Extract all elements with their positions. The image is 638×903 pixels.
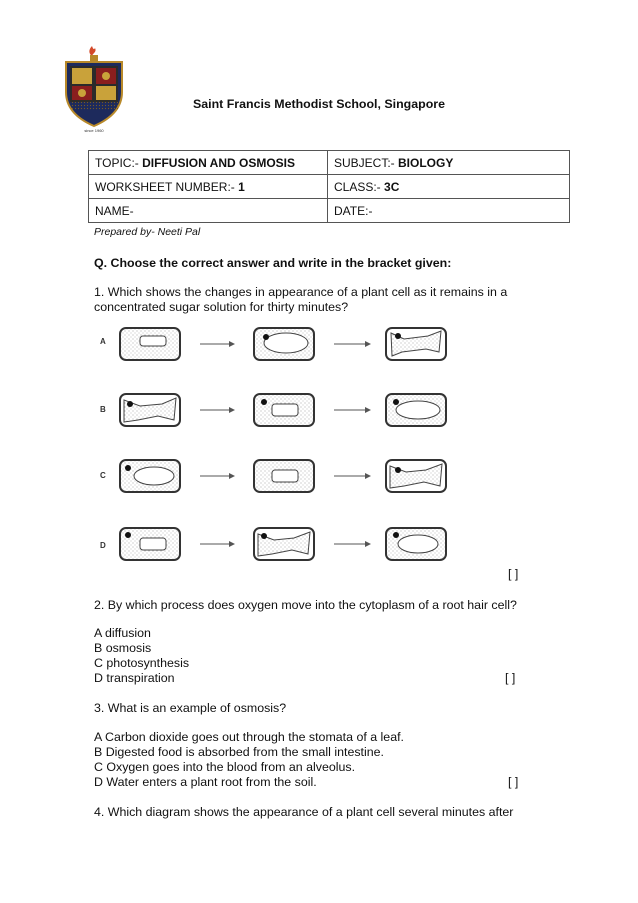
school-name: Saint Francis Methodist School, Singapore: [193, 97, 445, 111]
class-cell: CLASS:- 3C: [328, 175, 570, 199]
row-c: [100, 460, 446, 492]
school-logo: [62, 44, 126, 134]
row-b: [100, 394, 446, 426]
q1-line1: 1. Which shows the changes in appearance of a plant cell as it remains in a: [94, 285, 508, 299]
svg-text:D: D: [100, 541, 106, 550]
worksheet-info-table: [88, 150, 570, 223]
q2-option-c: C photosynthesis: [94, 656, 190, 670]
worksheet-number-cell: WORKSHEET NUMBER:- 1: [89, 175, 328, 199]
q2-option-a: A diffusion: [94, 626, 151, 640]
row-a: [100, 328, 446, 360]
q3-option-d: D Water enters a plant root from the soil.: [94, 775, 317, 789]
q4-question: 4. Which diagram shows the appearance of a plant cell several minutes after: [94, 805, 514, 819]
q2-answer-bracket[interactable]: [ ]: [505, 671, 516, 685]
q1-answer-bracket[interactable]: [ ]: [508, 567, 519, 581]
q3-answer-bracket[interactable]: [ ]: [508, 775, 519, 789]
q3-option-a: A Carbon dioxide goes out through the stomata of a leaf.: [94, 730, 404, 744]
q1-cell-diagrams: [96, 322, 476, 562]
q2-option-b: B osmosis: [94, 641, 152, 655]
date-cell: DATE:-: [328, 199, 570, 223]
prepared-by: Prepared by- Neeti Pal: [94, 226, 201, 238]
name-cell: NAME-: [89, 199, 328, 223]
q2-option-d: D transpiration: [94, 671, 175, 685]
instruction-heading: Q. Choose the correct answer and write in the bracket given:: [94, 256, 452, 270]
q3-question: 3. What is an example of osmosis?: [94, 701, 287, 715]
q1-line2: concentrated sugar solution for thirty minutes?: [94, 300, 349, 314]
q3-option-b: B Digested food is absorbed from the small intestine.: [94, 745, 384, 759]
q2-question: 2. By which process does oxygen move into the cytoplasm of a root hair cell?: [94, 598, 517, 612]
q3-option-c: C Oxygen goes into the blood from an alveolus.: [94, 760, 356, 774]
svg-text:A: A: [100, 337, 106, 346]
svg-text:B: B: [100, 405, 106, 414]
svg-text:since 1960: since 1960: [84, 128, 104, 133]
row-d: [100, 528, 446, 560]
topic-cell: TOPIC:- DIFFUSION AND OSMOSIS: [89, 151, 328, 175]
subject-cell: SUBJECT:- BIOLOGY: [328, 151, 570, 175]
svg-text:C: C: [100, 471, 106, 480]
